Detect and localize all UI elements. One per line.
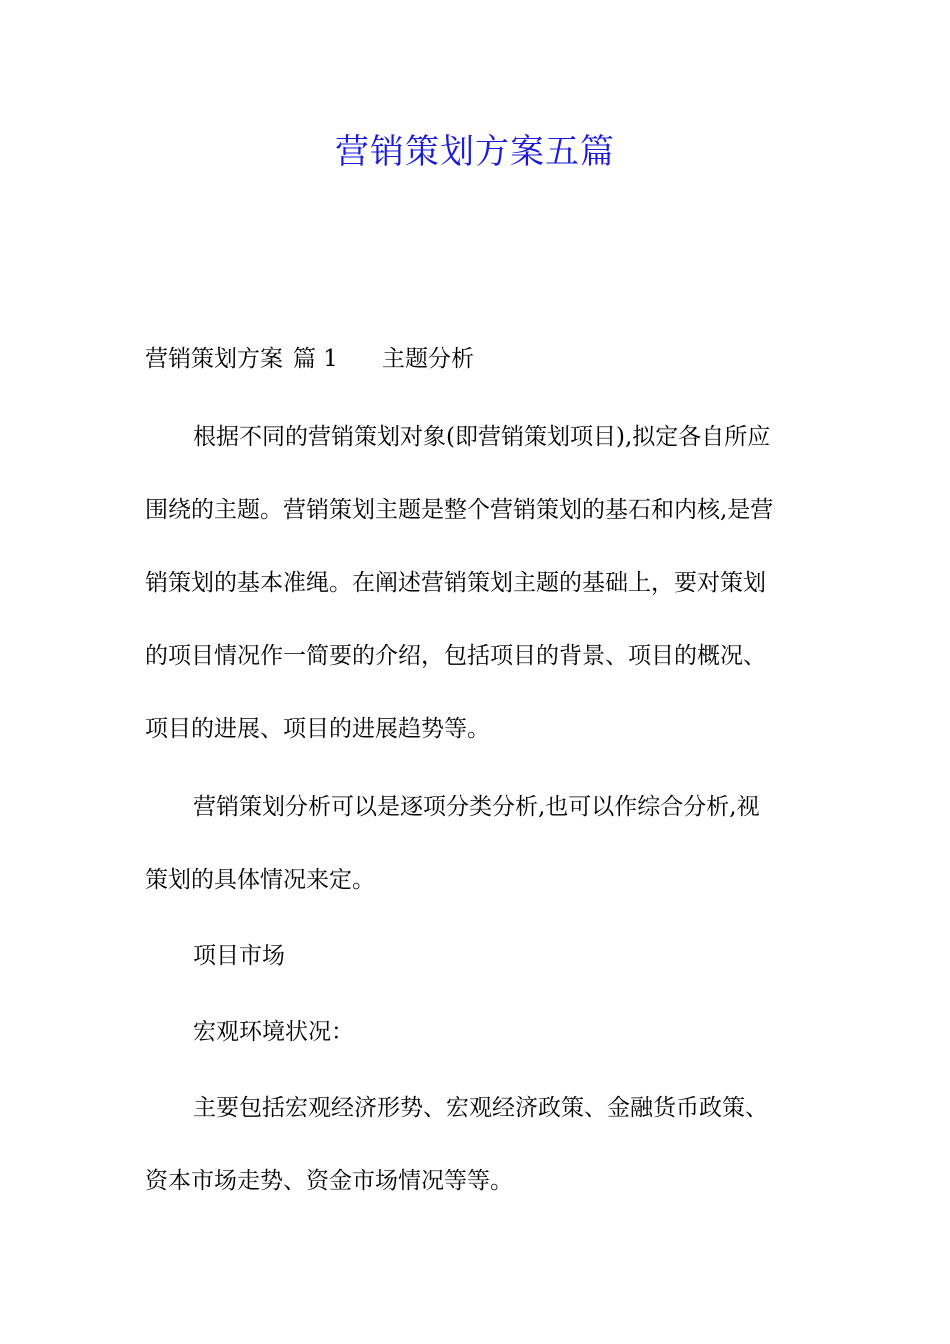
paragraph-line: 资本市场走势、资金市场情况等等。 [145, 1168, 513, 1194]
paragraph-line: 的项目情况作一简要的介绍，包括项目的背景、项目的概况、 [145, 643, 766, 669]
paragraph-line: 项目的进展、项目的进展趋势等。 [145, 716, 490, 742]
subheading-project-market: 项目市场 [193, 943, 285, 969]
paragraph-line: 根据不同的营销策划对象(即营销策划项目),拟定各自所应 [193, 424, 771, 450]
document-title: 营销策划方案五篇 [335, 132, 615, 172]
paragraph-line: 主要包括宏观经济形势、宏观经济政策、金融货币政策、 [193, 1095, 768, 1121]
section-heading-part1: 营销策划方案 [145, 346, 283, 372]
paragraph-line: 营销策划分析可以是逐项分类分析,也可以作综合分析,视 [193, 794, 760, 820]
section-heading [145, 341, 474, 377]
section-heading-part2: 篇 1 [293, 346, 338, 372]
paragraph-line: 销策划的基本准绳。在阐述营销策划主题的基础上，要对策划 [145, 570, 766, 596]
subheading-macro-environment: 宏观环境状况： [193, 1019, 354, 1045]
paragraph-line: 策划的具体情况来定。 [145, 867, 375, 893]
section-heading-part3: 主题分析 [381, 346, 474, 372]
paragraph-line: 围绕的主题。营销策划主题是整个营销策划的基石和内核,是营 [145, 497, 774, 523]
